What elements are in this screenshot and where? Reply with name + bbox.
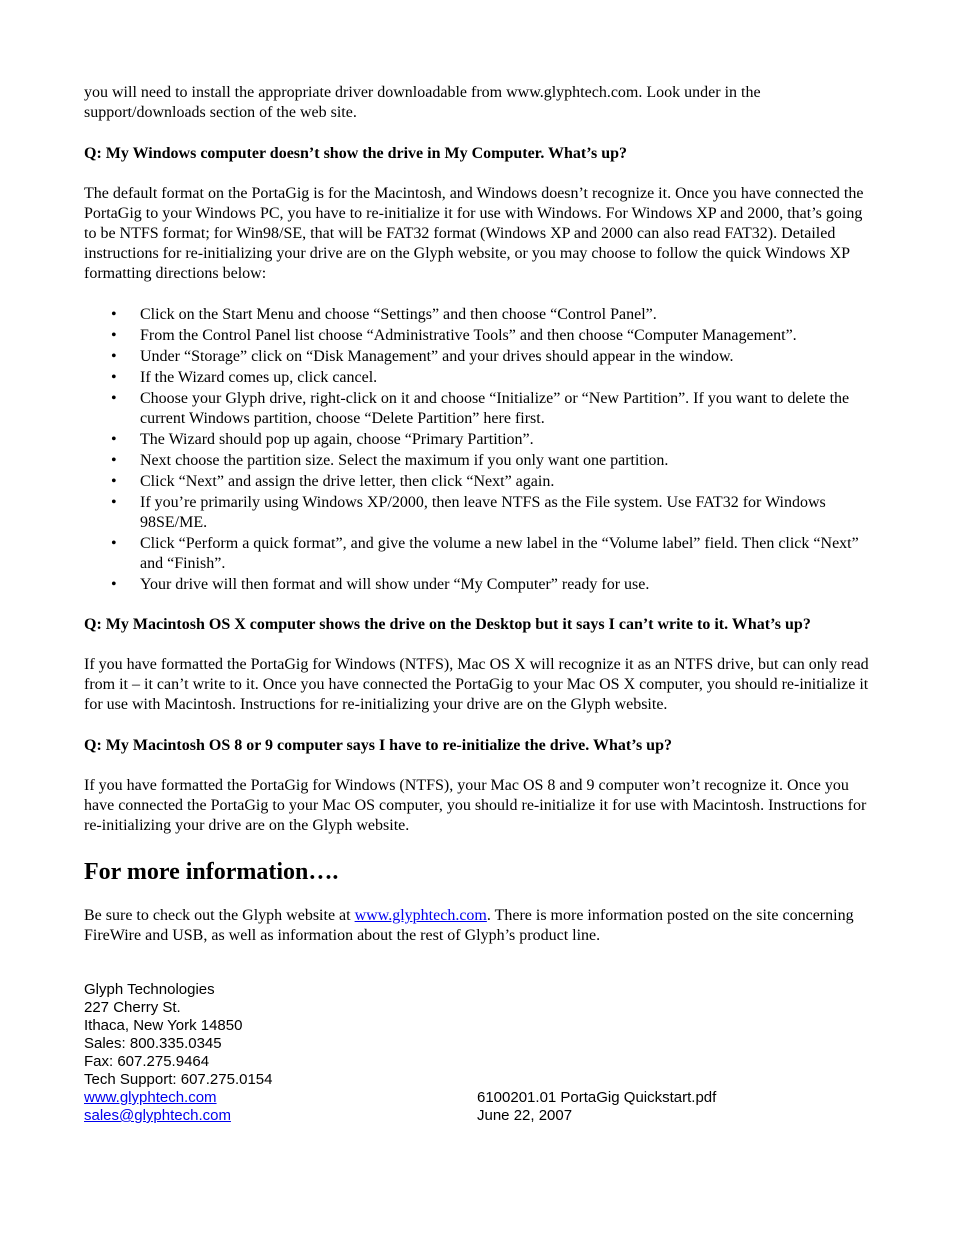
contact-website-link[interactable]: www.glyphtech.com	[84, 1089, 217, 1106]
bullet-icon: •	[111, 494, 117, 511]
list-item: • Click “Perform a quick format”, and give the volume a new label in the “Volume label” field. Then click “Next” and “Finish”.	[111, 535, 859, 572]
formatting-steps-list	[84, 305, 874, 595]
sales-phone: Sales: 800.335.0345	[84, 1035, 222, 1052]
bullet-icon: •	[111, 431, 117, 448]
document-date: June 22, 2007	[477, 1107, 573, 1124]
web-line	[84, 1089, 874, 1107]
question-mac-osx: Q: My Macintosh OS X computer shows the drive on the Desktop but it says I can’t write to it. What’s up?	[84, 616, 811, 633]
list-item: • If you’re primarily using Windows XP/2000, then leave NTFS as the File system. Use FAT32 for Windows 98SE/ME.	[111, 494, 826, 531]
list-item: • Your drive will then format and will show under “My Computer” ready for use.	[111, 576, 650, 593]
list-item: • Next choose the partition size. Select the maximum if you only want one partition.	[111, 452, 669, 469]
list-item: • From the Control Panel list choose “Administrative Tools” and then choose “Computer Management”.	[111, 327, 797, 344]
bullet-icon: •	[111, 535, 117, 552]
more-info-paragraph: Be sure to check out the Glyph website at www.glyphtech.com. There is more information posted on the site concerning FireWire and USB, as well as information about the rest of Glyph’s product line.	[84, 907, 854, 944]
list-item: • Under “Storage” click on “Disk Management” and your drives should appear in the window.	[111, 348, 734, 365]
list-item: • If the Wizard comes up, click cancel.	[111, 369, 378, 386]
document-body	[84, 83, 874, 946]
email-line	[84, 1107, 874, 1125]
answer-mac-osx: If you have formatted the PortaGig for Windows (NTFS), Mac OS X will recognize it as an NTFS drive, but can only read from it – it can’t write to it. Once you have connected the PortaGig to your Mac OS X computer, you should re-initialize it for use with Macintosh. Instructions for re-initializing your drive are on the Glyph website.	[84, 656, 869, 713]
more-info-heading: For more information….	[84, 859, 339, 885]
intro-paragraph: you will need to install the appropriate driver downloadable from www.glyphtech.com. Look under in the support/downloads section of the web site.	[84, 84, 761, 121]
bullet-icon: •	[111, 390, 117, 407]
bullet-icon: •	[111, 327, 117, 344]
list-item: • Click “Next” and assign the drive letter, then click “Next” again.	[111, 473, 555, 490]
fax-number: Fax: 607.275.9464	[84, 1053, 210, 1070]
bullet-icon: •	[111, 452, 117, 469]
list-item: • The Wizard should pop up again, choose “Primary Partition”.	[111, 431, 534, 448]
company-name: Glyph Technologies	[84, 981, 215, 998]
contact-block	[84, 981, 874, 1125]
list-item: • Choose your Glyph drive, right-click on it and choose “Initialize” or “New Partition”. If you want to delete the current Windows partition, choose “Delete Partition” here first.	[111, 390, 850, 427]
answer-mac-os9: If you have formatted the PortaGig for Windows (NTFS), your Mac OS 8 and 9 computer won’t recognize it. Once you have connected the PortaGig to your Mac OS computer, you should re-initialize it for use with Macintosh. Instructions for re-initializing your drive are on the Glyph website.	[84, 777, 867, 834]
website-link[interactable]: www.glyphtech.com	[354, 907, 487, 924]
sales-email-link[interactable]: sales@glyphtech.com	[84, 1107, 231, 1124]
bullet-icon: •	[111, 473, 117, 490]
document-filename: 6100201.01 PortaGig Quickstart.pdf	[477, 1089, 717, 1106]
answer-windows: The default format on the PortaGig is for the Macintosh, and Windows doesn’t recognize it. Once you have connected the PortaGig to your Windows PC, you have to re-initialize it for use with Windows. For Windows XP and 2000, that’s going to be NTFS format; for Win98/SE, that will be FAT32 format (Windows XP and 2000 can also read FAT32). Detailed instructions for re-initializing your drive are on the Glyph website, or you may choose to follow the quick Windows XP formatting directions below:	[84, 185, 864, 282]
bullet-icon: •	[111, 369, 117, 386]
city-address: Ithaca, New York 14850	[84, 1017, 243, 1034]
question-windows: Q: My Windows computer doesn’t show the drive in My Computer. What’s up?	[84, 145, 628, 162]
list-item: • Click on the Start Menu and choose “Settings” and then choose “Control Panel”.	[111, 306, 657, 323]
bullet-icon: •	[111, 348, 117, 365]
bullet-icon: •	[111, 306, 117, 323]
question-mac-os9: Q: My Macintosh OS 8 or 9 computer says I have to re-initialize the drive. What’s up?	[84, 737, 672, 754]
bullet-icon: •	[111, 576, 117, 593]
support-phone: Tech Support: 607.275.0154	[84, 1071, 273, 1088]
street-address: 227 Cherry St.	[84, 999, 181, 1016]
